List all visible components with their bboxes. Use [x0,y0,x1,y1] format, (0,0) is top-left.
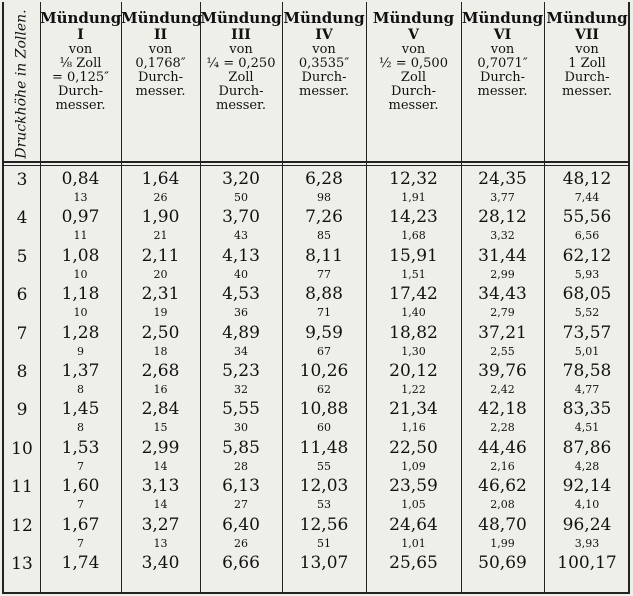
depth-cell: 12 [11,515,33,536]
column-header-line: 0,1768″ [135,56,186,71]
difference-cell: 51 [317,536,331,550]
value-cell: 2,50 [141,322,180,343]
column-header-line: von [148,42,173,57]
column-header-line: von [575,42,599,57]
column-title: Mündung [40,9,122,27]
value-cell: 1,64 [141,169,180,189]
depth-cell: 6 [16,285,28,306]
value-cell: 1,18 [61,284,100,305]
value-cell: 2,84 [141,399,180,420]
column-header-line: 1 Zoll [568,56,606,71]
column-header-line: messer. [216,98,266,113]
value-cell: 31,44 [478,245,527,266]
value-cell: 1,37 [61,361,100,381]
depth-cell: 10 [11,438,33,459]
value-cell: 5,23 [222,361,260,381]
value-cell: 3,27 [141,514,180,535]
difference-cell: 62 [317,383,331,396]
row-header-label [4,10,40,158]
difference-cell: 7 [77,459,84,473]
difference-cell: 1,40 [401,306,426,320]
value-cell: 25,65 [389,553,438,573]
column-header-line: messer. [299,84,349,99]
column-header-line: Durch- [57,84,104,99]
value-cell: 1,74 [61,553,100,573]
value-cell: 0,84 [61,169,100,189]
value-cell: 68,05 [562,284,612,305]
difference-cell: 9 [77,344,84,358]
value-cell: 1,67 [61,514,100,535]
difference-cell: 4,77 [574,383,600,396]
difference-cell: 40 [234,267,248,281]
depth-cell: 4 [16,208,28,229]
difference-cell: 1,30 [401,344,426,358]
value-cell: 24,64 [389,514,438,535]
value-cell: 1,08 [61,245,100,266]
column-title: Mündung [121,9,203,27]
value-cell: 39,76 [478,361,527,381]
column-header-line: ¼ = 0,250 [206,56,276,71]
difference-cell: 14 [153,459,168,473]
column-header-line: Durch- [218,84,264,99]
value-cell: 12,03 [299,476,349,497]
difference-cell: 1,01 [401,536,426,550]
difference-cell: 55 [317,459,331,473]
column-header [366,10,461,160]
column-title: Mündung [461,9,544,27]
difference-cell: 16 [153,383,168,396]
value-cell: 2,31 [141,284,180,305]
value-cell: 9,59 [305,322,343,343]
column-header-line: Zoll [228,70,254,85]
difference-cell: 67 [317,344,331,358]
column-header-line: ½ = 0,500 [379,56,448,71]
difference-cell: 2,08 [490,498,515,512]
difference-cell: 5,01 [574,344,600,358]
column-header-line: von [490,42,515,57]
value-cell: 3,20 [222,169,260,189]
column-numeral: II [153,27,168,43]
value-cell: 1,60 [61,476,100,497]
difference-cell: 53 [317,498,331,512]
column-header-line: von [312,42,336,57]
column-header [544,10,630,160]
value-cell: 18,82 [389,322,438,343]
value-cell: 14,23 [389,207,438,228]
value-cell: 78,58 [562,361,612,381]
depth-cell: 13 [11,554,33,574]
value-cell: 4,53 [222,284,260,305]
difference-cell: 85 [317,229,331,243]
difference-cell: 34 [234,344,248,358]
column-title: Mündung [372,9,455,27]
difference-cell: 28 [234,459,248,473]
difference-cell: 7 [77,536,84,550]
value-cell: 1,28 [61,322,100,343]
difference-cell: 60 [317,421,331,435]
value-cell: 48,12 [562,169,612,189]
difference-cell: 4,28 [574,459,600,473]
value-cell: 8,88 [305,284,343,305]
column-numeral: IV [315,27,333,43]
value-cell: 22,50 [389,437,438,458]
difference-cell: 3,32 [490,229,515,243]
difference-cell: 43 [234,229,248,243]
column-header-line: messer. [55,98,106,113]
value-cell: 1,45 [61,399,100,420]
column-title: Mündung [200,9,282,27]
difference-cell: 1,51 [401,267,426,281]
column-header-line: Durch- [479,70,526,85]
difference-cell: 3,93 [574,536,600,550]
column-header-line: messer. [388,98,439,113]
difference-cell: 5,52 [574,306,600,320]
value-cell: 20,12 [389,361,438,381]
difference-cell: 13 [153,536,168,550]
bottom-rule [2,592,630,594]
value-cell: 44,46 [478,437,527,458]
value-cell: 6,13 [222,476,260,497]
difference-cell: 1,09 [401,459,426,473]
difference-cell: 26 [153,191,168,204]
difference-cell: 1,99 [490,536,515,550]
difference-cell: 4,51 [574,421,600,435]
difference-cell: 1,22 [401,383,426,396]
value-cell: 92,14 [562,476,612,497]
header-rule-thin [2,165,630,166]
value-cell: 50,69 [478,553,527,573]
header-rule [2,161,630,163]
column-header-line: von [401,42,426,57]
difference-cell: 1,91 [401,191,426,204]
column-header-line: Durch- [301,70,347,85]
difference-cell: 5,93 [574,267,600,281]
column-title: Mündung [546,9,628,27]
value-cell: 10,26 [299,361,349,381]
column-header-line: Durch- [390,84,437,99]
difference-cell: 14 [153,498,168,512]
column-header-line: ⅛ Zoll [59,56,102,71]
difference-cell: 26 [234,536,248,550]
value-cell: 48,70 [478,514,527,535]
difference-cell: 2,42 [490,383,515,396]
value-cell: 55,56 [562,207,612,228]
value-cell: 3,70 [222,207,260,228]
value-cell: 6,28 [305,169,343,189]
value-cell: 46,62 [478,476,527,497]
value-cell: 21,34 [389,399,438,420]
value-cell: 13,07 [299,553,349,573]
difference-cell: 10 [73,306,88,320]
difference-cell: 11 [73,229,88,243]
value-cell: 2,68 [141,361,180,381]
column-header [200,10,282,160]
depth-cell: 3 [16,170,28,190]
value-cell: 3,13 [141,476,180,497]
value-cell: 8,11 [305,245,343,266]
value-cell: 37,21 [478,322,527,343]
column-title: Mündung [283,9,365,27]
value-cell: 4,13 [222,245,260,266]
value-cell: 11,48 [299,437,349,458]
value-cell: 7,26 [305,207,343,228]
column-header [121,9,203,160]
column-header [282,10,366,160]
depth-cell: 8 [16,362,28,382]
depth-cell: 7 [16,323,28,344]
value-cell: 100,17 [557,553,617,573]
value-cell: 2,99 [141,437,180,458]
difference-cell: 30 [234,421,248,435]
value-cell: 6,66 [222,553,260,573]
difference-cell: 36 [234,306,248,320]
difference-cell: 98 [317,191,331,204]
difference-cell: 2,79 [490,306,515,320]
column-header [40,10,121,160]
column-header-line: 0,7071″ [477,56,528,71]
value-cell: 12,56 [299,514,349,535]
value-cell: 10,88 [299,399,349,420]
value-cell: 2,11 [141,245,180,266]
difference-cell: 27 [234,498,248,512]
value-cell: 3,40 [141,553,180,573]
column-numeral: III [231,27,251,43]
value-cell: 28,12 [478,207,527,228]
difference-cell: 7 [77,498,84,512]
difference-cell: 7,44 [574,191,600,204]
column-header-line: 0,3535″ [298,56,350,71]
column-header-line: messer. [477,84,528,99]
depth-cell: 11 [11,477,33,498]
difference-cell: 19 [153,306,168,320]
value-cell: 1,90 [141,207,180,228]
difference-cell: 6,56 [574,229,600,243]
difference-cell: 2,16 [490,459,515,473]
difference-cell: 50 [234,191,248,204]
difference-cell: 1,68 [401,229,426,243]
value-cell: 1,53 [61,437,100,458]
column-header-line: von [68,42,93,57]
column-header-line: Zoll [400,70,427,85]
difference-cell: 3,77 [490,191,515,204]
value-cell: 5,85 [222,437,260,458]
difference-cell: 1,05 [401,498,426,512]
column-header-line: Durch- [137,70,184,85]
value-cell: 42,18 [478,399,527,420]
value-cell: 4,89 [222,322,260,343]
column-header-line: Durch- [564,70,610,85]
column-numeral: I [77,27,84,43]
difference-cell: 8 [77,421,84,435]
column-header-line: messer. [135,84,186,99]
value-cell: 17,42 [389,284,438,305]
column-numeral: V [408,27,419,43]
difference-cell: 10 [73,267,88,281]
difference-cell: 32 [234,383,248,396]
column-header-line: messer. [562,84,612,99]
value-cell: 6,40 [222,514,260,535]
difference-cell: 13 [73,191,88,204]
difference-cell: 1,16 [401,421,426,435]
difference-cell: 2,55 [490,344,515,358]
difference-cell: 18 [153,344,168,358]
difference-cell: 21 [153,229,168,243]
value-cell: 23,59 [389,476,438,497]
value-cell: 87,86 [562,437,612,458]
value-cell: 83,35 [562,399,612,420]
column-numeral: VI [493,27,512,43]
column-header [461,10,544,160]
value-cell: 62,12 [562,245,612,266]
difference-cell: 4,10 [574,498,600,512]
value-cell: 5,55 [222,399,260,420]
value-cell: 34,43 [478,284,527,305]
difference-cell: 15 [153,421,168,435]
value-cell: 24,35 [478,169,527,189]
difference-cell: 2,28 [490,421,515,435]
value-cell: 73,57 [562,322,612,343]
column-header-line: = 0,125″ [51,70,110,85]
depth-cell: 5 [16,246,28,267]
column-numeral: VII [575,27,599,43]
difference-cell: 8 [77,383,84,396]
difference-cell: 20 [153,267,168,281]
value-cell: 96,24 [562,514,612,535]
difference-cell: 77 [317,267,331,281]
column-header-line: von [229,42,253,57]
difference-cell: 2,99 [490,267,515,281]
value-cell: 15,91 [389,245,438,266]
row-header-text: Druckhöhe in Zollen. [14,9,31,159]
difference-cell: 71 [317,306,331,320]
value-cell: 0,97 [61,207,100,228]
value-cell: 12,32 [389,169,438,189]
depth-cell: 9 [16,400,28,421]
